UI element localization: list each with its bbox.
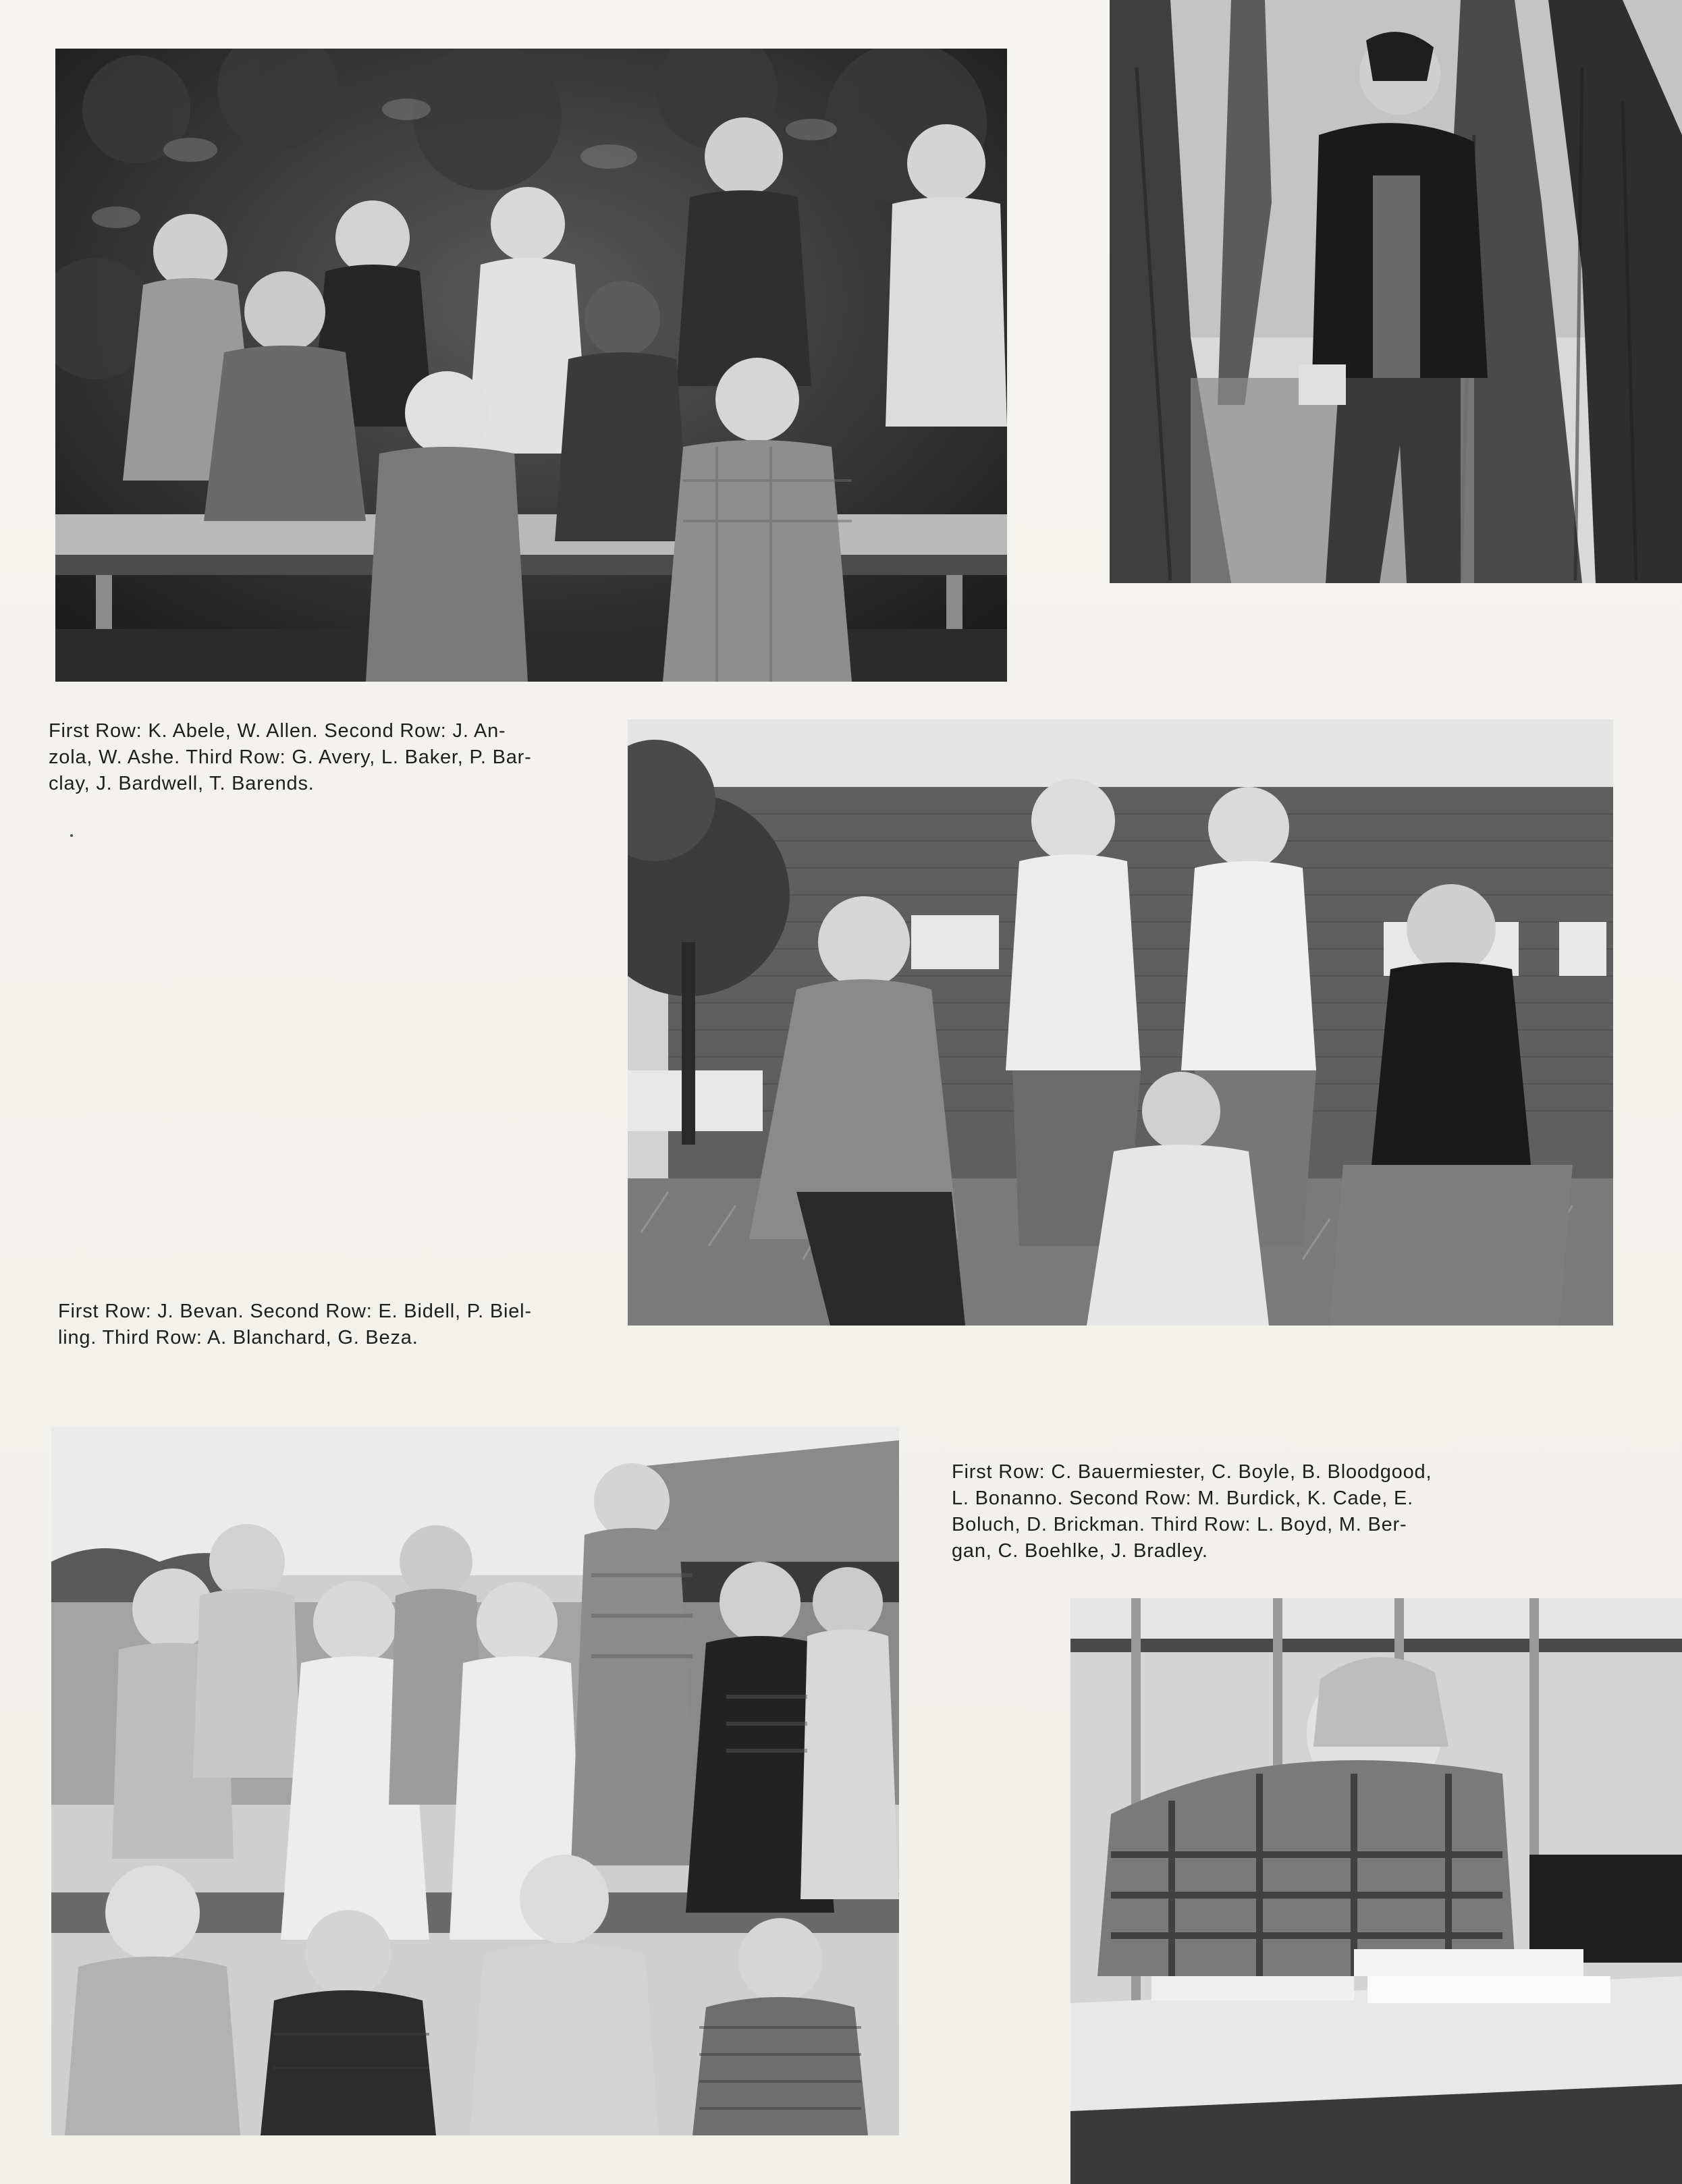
candid-photo-desk — [1070, 1598, 1682, 2184]
group-photo-b-image — [628, 719, 1613, 1326]
group-photo-c-image — [51, 1427, 899, 2135]
caption-c-line: gan, C. Boehlke, J. Bradley. — [952, 1540, 1208, 1562]
candid-photo-tree — [1110, 0, 1682, 583]
group-photo-c — [51, 1427, 899, 2135]
candid-photo-tree-image — [1110, 0, 1682, 583]
caption-b-line: First Row: J. Bevan. Second Row: E. Bidell, P. Biel- — [58, 1301, 532, 1322]
group-photo-a-image — [55, 49, 1007, 682]
caption-a-line: clay, J. Bardwell, T. Barends. — [49, 773, 315, 795]
caption-c — [952, 1459, 1546, 1565]
print-speck — [70, 834, 73, 837]
caption-c-line: Boluch, D. Brickman. Third Row: L. Boyd, M. Ber- — [952, 1514, 1407, 1536]
caption-b-line: ling. Third Row: A. Blanchard, G. Beza. — [58, 1327, 418, 1349]
caption-a-line: First Row: K. Abele, W. Allen. Second Row: J. An- — [49, 720, 506, 742]
group-photo-b — [628, 719, 1613, 1326]
caption-b — [58, 1299, 612, 1351]
caption-c-line: L. Bonanno. Second Row: M. Burdick, K. Cade, E. — [952, 1487, 1413, 1510]
caption-a — [49, 718, 602, 797]
caption-c-line: First Row: C. Bauermiester, C. Boyle, B. Bloodgood, — [952, 1461, 1432, 1483]
group-photo-a — [55, 49, 1007, 682]
candid-photo-desk-image — [1070, 1598, 1682, 2184]
caption-a-line: zola, W. Ashe. Third Row: G. Avery, L. Baker, P. Bar- — [49, 746, 532, 769]
